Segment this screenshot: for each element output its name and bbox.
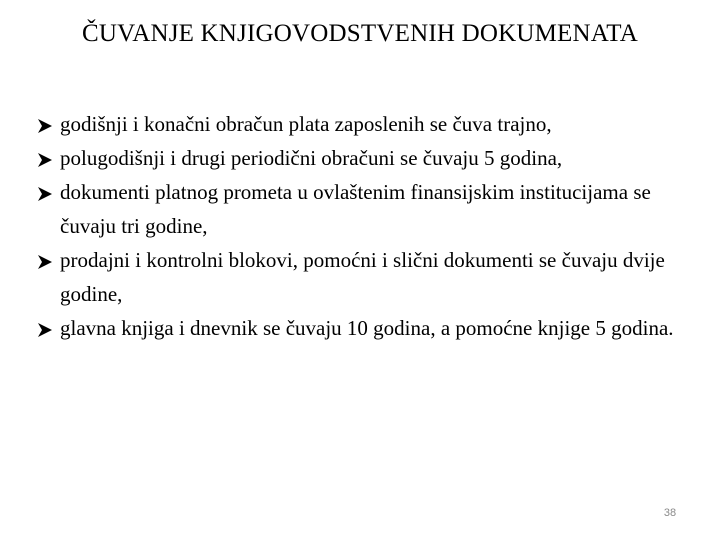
bullet-item — [36, 311, 696, 345]
arrowhead-bullet-icon — [36, 321, 54, 339]
bullet-item — [36, 243, 696, 311]
bullet-text: dokumenti platnog prometa u ovlaštenim finansijskim institucijama se čuvaju tri godine, — [60, 180, 651, 238]
arrowhead-bullet-icon — [36, 117, 54, 135]
bullet-list — [36, 107, 696, 345]
bullet-text: glavna knjiga i dnevnik se čuvaju 10 godina, a pomoćne knjige 5 godina. — [60, 316, 674, 340]
arrowhead-bullet-icon — [36, 185, 54, 203]
arrowhead-bullet-icon — [36, 151, 54, 169]
arrowhead-bullet-icon — [36, 253, 54, 271]
slide-title: ČUVANJE KNJIGOVODSTVENIH DOKUMENATA — [82, 20, 638, 47]
bullet-text: godišnji i konačni obračun plata zaposlenih se čuva trajno, — [60, 112, 552, 136]
bullet-item — [36, 141, 696, 175]
bullet-item — [36, 107, 696, 141]
bullet-item — [36, 175, 696, 243]
page-number: 38 — [663, 507, 677, 519]
bullet-text: polugodišnji i drugi periodični obračuni se čuvaju 5 godina, — [60, 146, 563, 170]
bullet-text: prodajni i kontrolni blokovi, pomoćni i slični dokumenti se čuvaju dvije godine, — [60, 248, 665, 306]
